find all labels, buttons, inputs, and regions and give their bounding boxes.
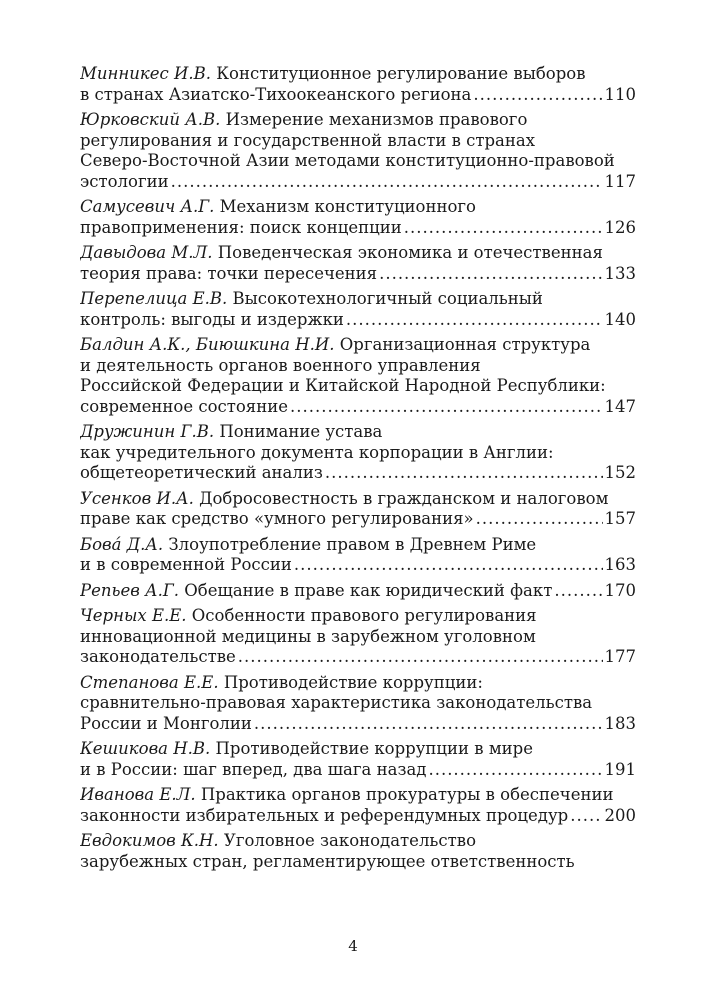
toc-line xyxy=(80,606,636,627)
toc-entry xyxy=(80,739,636,780)
entry-title-line: Понимание устава xyxy=(219,422,383,441)
toc-line xyxy=(80,197,636,218)
entry-title-line: Особенности правового регулирования xyxy=(191,606,537,625)
entry-page-number: 157 xyxy=(604,509,636,528)
toc-entry xyxy=(80,606,636,668)
toc-entry xyxy=(80,422,636,484)
toc-line xyxy=(80,509,636,530)
entry-author: Кешикова Н.В. xyxy=(80,739,211,758)
entry-author: Минникес И.В. xyxy=(80,64,211,83)
leader-dots xyxy=(404,218,603,239)
entry-author: Степанова Е.Е. xyxy=(80,672,219,692)
entry-title-line: Северо-Восточной Азии методами конституционно-правовой xyxy=(80,151,615,170)
entry-page-number: 177 xyxy=(604,647,636,666)
entry-author: Юрковский А.В. xyxy=(80,110,221,129)
entry-title-line: современное состояние xyxy=(80,396,288,416)
entry-title-line: регулирования и государственной власти в странах xyxy=(80,130,536,150)
toc-line xyxy=(80,647,636,668)
entry-title-line: Измерение механизмов правового xyxy=(225,110,528,129)
entry-author: Давыдова М.Л. xyxy=(80,243,213,262)
leader-dots xyxy=(325,463,603,484)
entry-author: Самусевич А.Г. xyxy=(80,197,215,216)
entry-title-line: Поведенческая экономика и отечественная xyxy=(217,243,603,262)
leader-dots xyxy=(554,581,602,602)
toc-entry xyxy=(80,110,636,192)
toc-line xyxy=(80,335,636,356)
leader-dots xyxy=(238,647,603,668)
entry-title-line: и в современной России xyxy=(80,555,292,574)
toc-entry xyxy=(80,673,636,735)
toc-line xyxy=(80,714,636,735)
toc-line xyxy=(80,555,636,576)
entry-page-number: 140 xyxy=(604,309,636,329)
toc-line xyxy=(80,831,636,852)
entry-author: Усенков И.А. xyxy=(80,488,194,508)
leader-dots xyxy=(379,264,602,285)
entry-title-line: Обещание в праве как юридический факт xyxy=(184,580,553,600)
entry-title-line: Конституционное регулирование выборов xyxy=(216,64,586,83)
toc-line xyxy=(80,172,636,193)
toc-line xyxy=(80,806,636,827)
page-number: 4 xyxy=(348,937,358,955)
toc-line xyxy=(80,110,636,131)
toc-line xyxy=(80,693,636,714)
toc-line xyxy=(80,627,636,648)
toc-entry xyxy=(80,335,636,417)
entry-author: Балдин А.К., Биюшкина Н.И. xyxy=(80,335,335,354)
entry-title-line: Практика органов прокуратуры в обеспечении xyxy=(200,785,614,804)
entry-page-number: 170 xyxy=(604,580,636,600)
toc-line xyxy=(80,489,636,510)
entry-title-line: Противодействие коррупции в мире xyxy=(215,739,533,758)
toc-line xyxy=(80,376,636,397)
toc-line xyxy=(80,264,636,285)
leader-dots xyxy=(570,806,602,827)
entry-title-line: зарубежных стран, регламентирующее ответственность xyxy=(80,851,575,871)
toc-line xyxy=(80,760,636,781)
entry-author: Перепелица Е.В. xyxy=(80,289,228,308)
toc-line xyxy=(80,243,636,264)
table-of-contents xyxy=(80,64,636,877)
toc-entry xyxy=(80,785,636,826)
entry-page-number: 147 xyxy=(604,396,636,416)
entry-page-number: 191 xyxy=(604,759,636,779)
entry-title-line: законности избирательных и референдумных процедур xyxy=(80,805,569,825)
toc-line xyxy=(80,443,636,464)
entry-page-number: 200 xyxy=(604,805,636,825)
leader-dots xyxy=(428,760,602,781)
entry-author: Бова́ Д.А. xyxy=(80,534,164,554)
entry-title-line: эстологии xyxy=(80,171,169,191)
entry-title-line: праве как средство «умного регулирования» xyxy=(80,509,474,528)
toc-line xyxy=(80,289,636,310)
toc-entry xyxy=(80,289,636,330)
entry-title-line: теория права: точки пересечения xyxy=(80,263,378,283)
entry-title-line: Злоупотребление правом в Древнем Риме xyxy=(168,534,537,554)
entry-author: Дружинин Г.В. xyxy=(80,422,215,441)
toc-line xyxy=(80,463,636,484)
entry-title-line: Уголовное законодательство xyxy=(223,831,476,850)
entry-author: Евдокимов К.Н. xyxy=(80,831,219,850)
leader-dots xyxy=(294,555,603,576)
entry-title-line: Высокотехнологичный социальный xyxy=(232,289,543,308)
toc-line xyxy=(80,397,636,418)
toc-entry xyxy=(80,535,636,576)
entry-title-line: в странах Азиатско-Тихоокеанского региона xyxy=(80,84,472,104)
entry-title-line: как учредительного документа корпорации в Англии: xyxy=(80,442,554,462)
toc-line xyxy=(80,535,636,556)
entry-title-line: Организационная структура xyxy=(339,335,591,354)
entry-title-line: России и Монголии xyxy=(80,713,252,733)
toc-entry xyxy=(80,243,636,284)
entry-page-number: 133 xyxy=(604,263,636,283)
entry-title-line: Механизм конституционного xyxy=(219,197,476,216)
entry-page-number: 110 xyxy=(604,84,636,104)
entry-page-number: 126 xyxy=(604,217,636,237)
toc-entry xyxy=(80,581,636,602)
toc-line xyxy=(80,131,636,152)
leader-dots xyxy=(346,310,603,331)
entry-author: Черных Е.Е. xyxy=(80,606,187,625)
entry-title-line: инновационной медицины в зарубежном уголовном xyxy=(80,626,536,646)
entry-author: Репьев А.Г. xyxy=(80,580,179,600)
toc-line xyxy=(80,218,636,239)
toc-line xyxy=(80,356,636,377)
toc-line xyxy=(80,151,636,172)
entry-title-line: законодательстве xyxy=(80,647,236,666)
leader-dots xyxy=(254,714,603,735)
entry-page-number: 117 xyxy=(604,171,636,191)
toc-line xyxy=(80,581,636,602)
entry-title-line: Противодействие коррупции: xyxy=(223,672,483,692)
toc-line xyxy=(80,64,636,85)
entry-author: Иванова Е.Л. xyxy=(80,785,196,804)
entry-title-line: контроль: выгоды и издержки xyxy=(80,309,344,329)
toc-line xyxy=(80,422,636,443)
leader-dots xyxy=(290,397,603,418)
toc-entry xyxy=(80,831,636,872)
toc-entry xyxy=(80,197,636,238)
toc-entry xyxy=(80,489,636,530)
entry-title-line: сравнительно-правовая характеристика законодательства xyxy=(80,693,593,712)
leader-dots xyxy=(476,509,603,530)
entry-title-line: Добросовестность в гражданском и налоговом xyxy=(199,488,609,508)
toc-line xyxy=(80,310,636,331)
toc-line xyxy=(80,852,636,873)
toc-line xyxy=(80,673,636,694)
entry-page-number: 152 xyxy=(604,463,636,482)
entry-title-line: общетеоретический анализ xyxy=(80,463,323,482)
leader-dots xyxy=(171,172,603,193)
entry-title-line: правоприменения: поиск концепции xyxy=(80,217,402,237)
toc-entry xyxy=(80,64,636,105)
entry-title-line: и в России: шаг вперед, два шага назад xyxy=(80,759,427,779)
toc-line xyxy=(80,739,636,760)
entry-title-line: и деятельность органов военного управления xyxy=(80,355,481,375)
toc-line xyxy=(80,785,636,806)
entry-page-number: 163 xyxy=(604,555,636,574)
toc-line xyxy=(80,85,636,106)
entry-title-line: Российской Федерации и Китайской Народной Республики: xyxy=(80,376,606,395)
leader-dots xyxy=(473,85,602,106)
entry-page-number: 183 xyxy=(604,713,636,733)
